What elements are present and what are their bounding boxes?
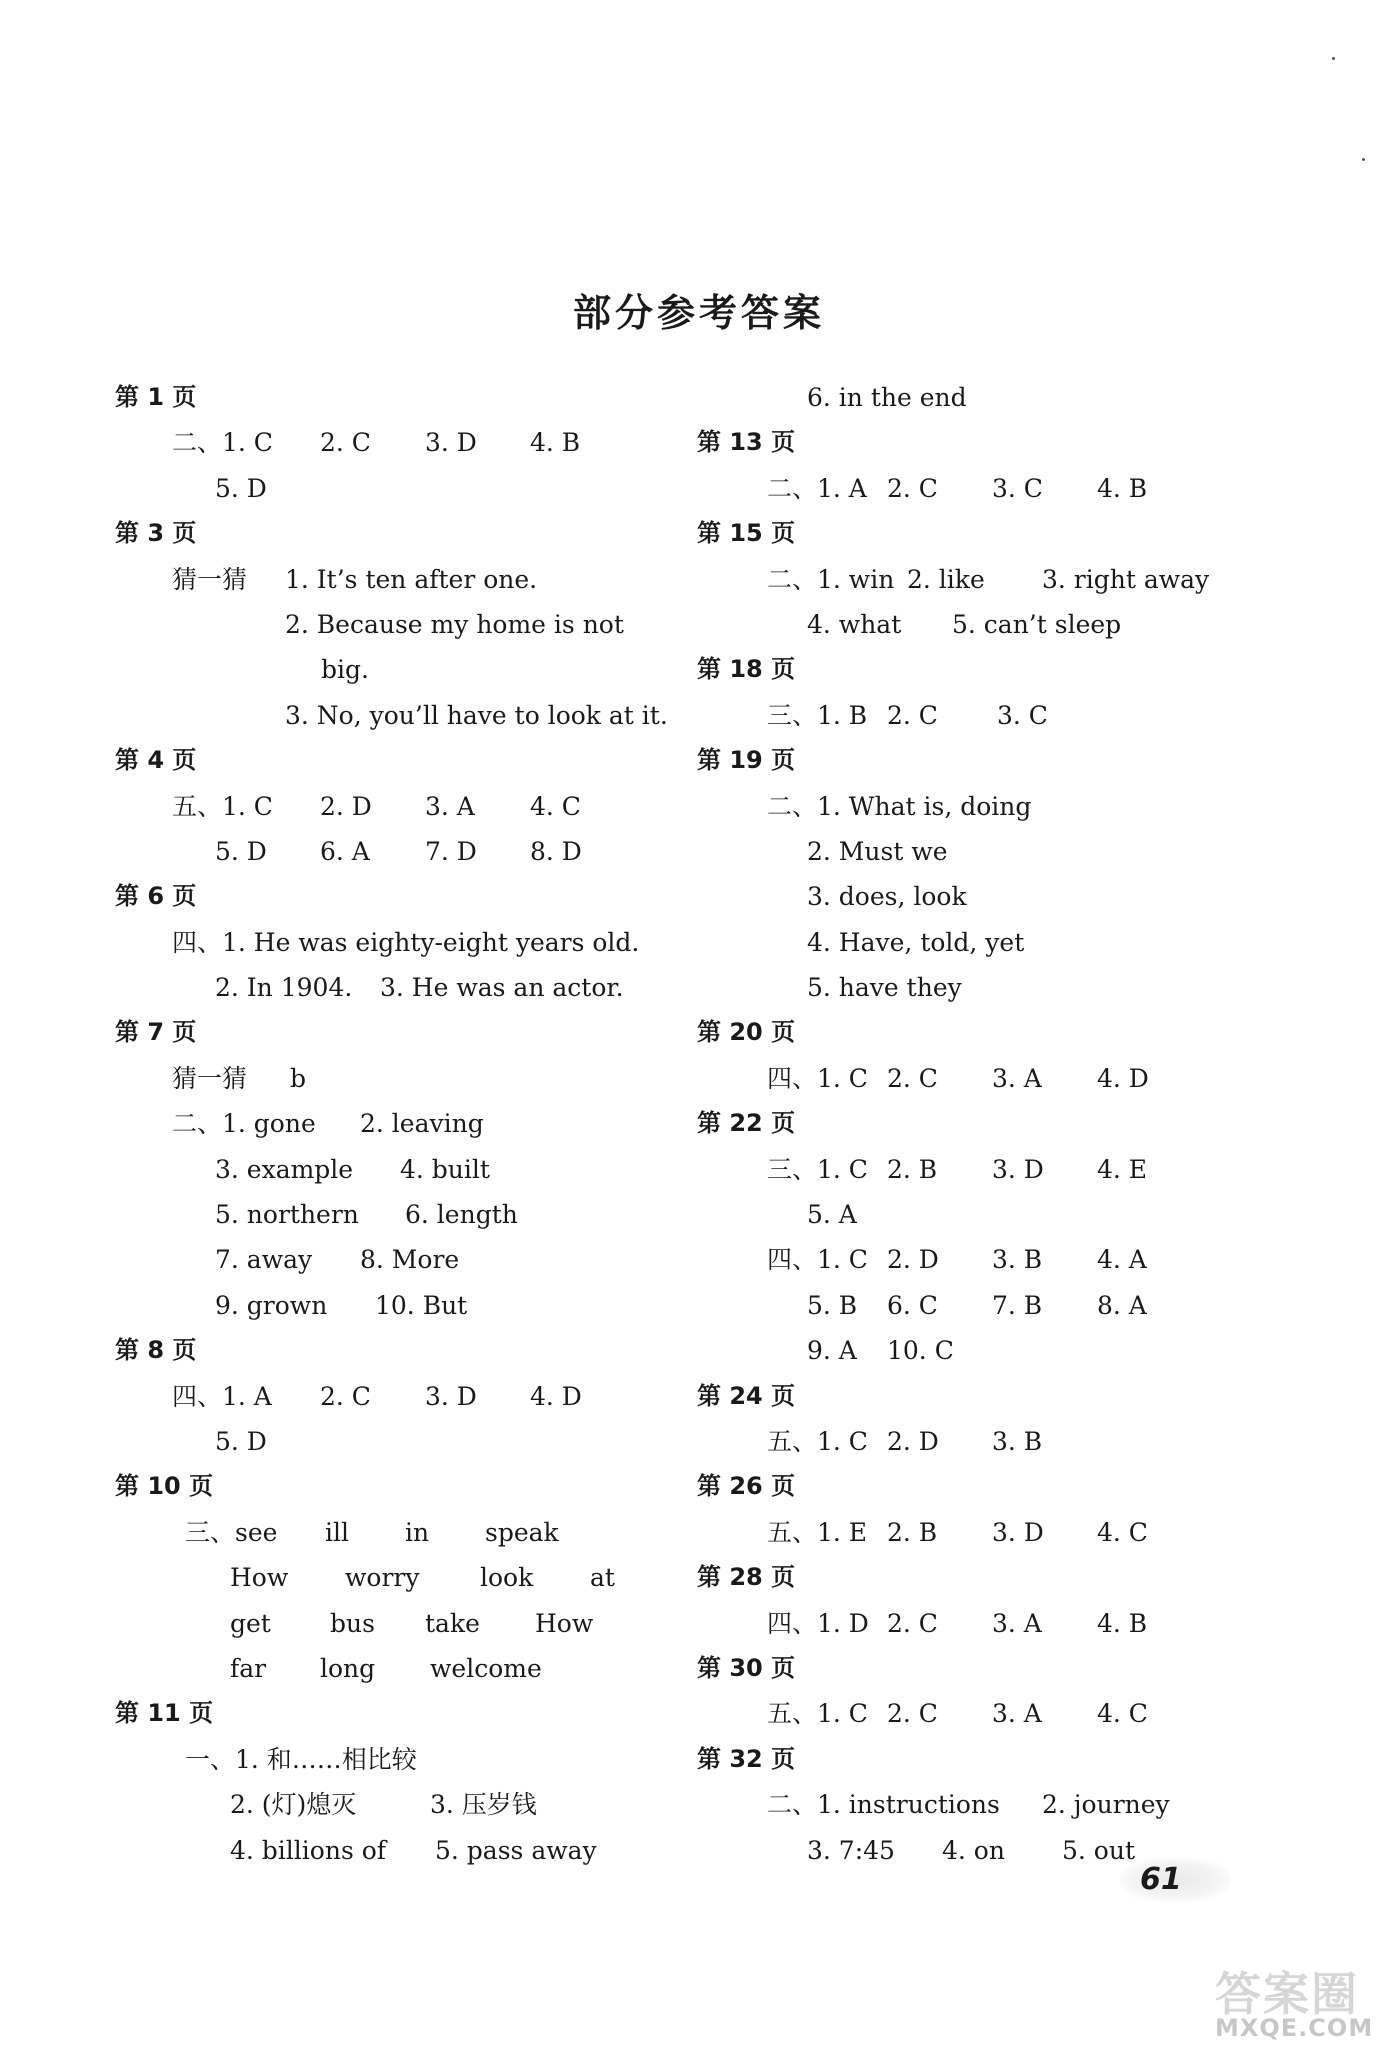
answer-row — [115, 420, 675, 465]
answer-row — [115, 1101, 675, 1146]
answer-item: 5. D — [215, 836, 267, 866]
answer-item: 2. (灯)熄灭 — [230, 1790, 357, 1820]
answer-column-right — [697, 375, 1257, 1873]
answer-row — [115, 1147, 675, 1192]
answer-row — [115, 1737, 675, 1782]
answer-row — [115, 1646, 675, 1691]
answer-row — [697, 1056, 1257, 1101]
answer-item: 二、1. gone — [172, 1109, 316, 1139]
answer-row — [697, 829, 1257, 874]
page-heading: 第 10 页 — [115, 1472, 214, 1501]
answer-item: 4. billions of — [230, 1835, 387, 1865]
answer-item: 6. length — [405, 1200, 518, 1230]
answer-item: 3. He was an actor. — [380, 973, 624, 1003]
answer-row — [697, 1328, 1257, 1373]
answer-item: 4. on — [942, 1835, 1005, 1865]
answer-row — [115, 647, 675, 692]
answer-row — [697, 375, 1257, 420]
answer-item: get — [230, 1608, 271, 1638]
answer-item: far — [230, 1653, 267, 1683]
answer-item: 3. A — [992, 1699, 1042, 1729]
answer-row — [697, 1510, 1257, 1555]
answer-item: 四、1. A — [172, 1381, 272, 1411]
answer-item: 3. right away — [1042, 564, 1210, 594]
page-heading-row — [697, 1737, 1257, 1782]
answer-item: 4. D — [530, 1381, 582, 1411]
page-heading: 第 28 页 — [697, 1563, 796, 1592]
answer-item: 3. C — [997, 700, 1048, 730]
page-heading: 第 8 页 — [115, 1336, 197, 1365]
page-heading: 第 22 页 — [697, 1109, 796, 1138]
answer-row — [697, 874, 1257, 919]
answer-item: 三、see — [185, 1517, 278, 1547]
answer-item: 5. A — [807, 1200, 857, 1230]
page-heading-row — [115, 1328, 675, 1373]
answer-item: 8. More — [360, 1245, 460, 1275]
page-heading-row — [697, 420, 1257, 465]
answer-item: How — [230, 1563, 289, 1593]
answer-item: welcome — [430, 1653, 542, 1683]
answer-row — [697, 1237, 1257, 1282]
answer-item: 4. B — [1097, 1608, 1148, 1638]
answer-row — [115, 965, 675, 1010]
answer-item: 3. A — [992, 1063, 1042, 1093]
answer-item: 3. D — [425, 1381, 477, 1411]
answer-row — [115, 693, 675, 738]
answer-row — [697, 1147, 1257, 1192]
answer-row — [115, 1782, 675, 1827]
answer-item: 4. B — [530, 428, 581, 458]
watermark-chars: 答案圈 — [1215, 1967, 1359, 2021]
answer-item: look — [480, 1563, 534, 1593]
answer-item: 2. B — [887, 1517, 938, 1547]
answer-item: 五、1. C — [172, 791, 273, 821]
scan-speck — [1332, 57, 1335, 60]
page-heading: 第 13 页 — [697, 428, 796, 457]
answer-item: 4. B — [1097, 473, 1148, 503]
answer-item: 5. northern — [215, 1200, 359, 1230]
answer-row — [697, 557, 1257, 602]
answer-item: 3. example — [215, 1154, 354, 1184]
answer-item: 三、1. C — [767, 1154, 868, 1184]
answer-item: 6. in the end — [807, 383, 967, 412]
answer-row — [697, 1782, 1257, 1827]
answer-item: 3. does, look — [807, 882, 967, 912]
page-title: 部分参考答案 — [572, 291, 825, 335]
answer-item: 6. A — [320, 836, 370, 866]
page-number: 61 — [1140, 1862, 1182, 1897]
answer-row — [697, 466, 1257, 511]
answer-item: 3. B — [992, 1245, 1043, 1275]
answer-item: 2. C — [887, 1608, 938, 1638]
answer-item: 2. Must we — [807, 836, 948, 866]
answer-item: long — [320, 1653, 376, 1683]
answer-item: 2. C — [887, 473, 938, 503]
answer-item: 五、1. C — [767, 1699, 868, 1729]
answer-item: 3. A — [992, 1608, 1042, 1638]
page-heading: 第 32 页 — [697, 1744, 796, 1773]
answer-item: bus — [330, 1608, 375, 1638]
answer-item: 3. D — [992, 1517, 1044, 1547]
answer-row — [115, 784, 675, 829]
answer-item: ill — [325, 1517, 349, 1547]
answer-item: 5. have they — [807, 973, 962, 1003]
page-heading-row — [115, 1691, 675, 1736]
page-heading-row — [697, 1464, 1257, 1509]
answer-item: 四、1. C — [767, 1063, 868, 1093]
answer-item: 9. A — [807, 1336, 857, 1366]
answer-item: 3. 7:45 — [807, 1835, 895, 1865]
page-heading: 第 24 页 — [697, 1381, 796, 1410]
answer-item: 4. E — [1097, 1154, 1148, 1184]
answer-row — [697, 1601, 1257, 1646]
page-heading-row — [697, 1010, 1257, 1055]
answer-row — [115, 1555, 675, 1600]
page-heading: 第 30 页 — [697, 1653, 796, 1682]
answer-item: 8. D — [530, 836, 582, 866]
page-heading: 第 4 页 — [115, 746, 197, 775]
answer-item: 3. B — [992, 1426, 1043, 1456]
answer-item: 4. what — [807, 609, 902, 639]
page-heading-row — [115, 375, 675, 420]
page-heading: 第 26 页 — [697, 1472, 796, 1501]
answer-item: 2. journey — [1042, 1790, 1170, 1820]
answer-item: 4. D — [1097, 1063, 1149, 1093]
answer-item: 3. A — [425, 791, 475, 821]
page-heading: 第 3 页 — [115, 519, 197, 548]
answer-item: 猜一猜 — [172, 564, 248, 594]
answer-item: 二、1. instructions — [767, 1790, 1000, 1820]
answer-row — [115, 1056, 675, 1101]
answer-item: 4. Have, told, yet — [807, 927, 1025, 957]
page-heading: 第 7 页 — [115, 1018, 197, 1047]
answer-item: 4. C — [1097, 1699, 1148, 1729]
page-heading: 第 11 页 — [115, 1699, 214, 1728]
answer-item: 4. C — [530, 791, 581, 821]
page-heading: 第 1 页 — [115, 383, 197, 411]
answer-item: 7. D — [425, 836, 477, 866]
answer-item: 五、1. E — [767, 1517, 868, 1547]
page-heading-row — [697, 1555, 1257, 1600]
answer-item: take — [425, 1608, 480, 1638]
page-heading-row — [697, 647, 1257, 692]
answer-item: 8. A — [1097, 1290, 1147, 1320]
answer-row — [115, 557, 675, 602]
answer-item: 9. grown — [215, 1290, 328, 1320]
answer-row — [697, 1192, 1257, 1237]
answer-item: 2. Because my home is not — [285, 609, 624, 639]
answer-item: in — [405, 1517, 430, 1547]
answer-row — [115, 466, 675, 511]
answer-item: 4. built — [400, 1154, 490, 1184]
answer-item: 3. No, you’ll have to look at it. — [285, 700, 668, 730]
answer-item: 4. A — [1097, 1245, 1147, 1275]
answer-item: 7. away — [215, 1245, 313, 1275]
answer-item: 2. like — [907, 564, 985, 594]
answer-item: worry — [345, 1563, 420, 1593]
answer-item: 3. C — [992, 473, 1043, 503]
page-heading-row — [115, 738, 675, 783]
answer-item: 2. C — [320, 428, 371, 458]
answer-row — [697, 602, 1257, 647]
page-heading-row — [697, 1646, 1257, 1691]
answer-item: 二、1. What is, doing — [767, 791, 1032, 821]
answer-row — [697, 1691, 1257, 1736]
answer-item: 2. D — [887, 1245, 939, 1275]
answer-item: 5. pass away — [435, 1835, 597, 1865]
answer-item: speak — [485, 1517, 559, 1547]
answer-item: 2. C — [320, 1381, 371, 1411]
answer-row — [115, 1237, 675, 1282]
answer-item: at — [590, 1563, 615, 1593]
answer-row — [115, 1374, 675, 1419]
answer-item: 四、1. D — [767, 1608, 869, 1638]
answer-row — [115, 602, 675, 647]
answer-item: 5. out — [1062, 1835, 1135, 1865]
answer-item: 2. C — [887, 1063, 938, 1093]
page-heading-row — [697, 738, 1257, 783]
answer-item: 5. can’t sleep — [952, 609, 1122, 639]
answer-item: 一、1. 和……相比较 — [185, 1744, 417, 1774]
answer-item: 5. D — [215, 1426, 267, 1456]
page-heading-row — [115, 511, 675, 556]
answer-item: 二、1. A — [767, 473, 867, 503]
answer-item: 五、1. C — [767, 1426, 868, 1456]
answer-row — [115, 1192, 675, 1237]
answer-item: 2. leaving — [360, 1109, 484, 1139]
watermark-logo — [1215, 1958, 1385, 2048]
answer-row — [697, 1283, 1257, 1328]
page-heading: 第 15 页 — [697, 519, 796, 548]
answer-item: 5. D — [215, 473, 267, 503]
answer-row — [697, 693, 1257, 738]
answer-item: 2. D — [887, 1426, 939, 1456]
answer-item: 10. But — [375, 1290, 468, 1320]
answer-item: 四、1. C — [767, 1245, 868, 1275]
watermark-url: MXQE.COM — [1215, 2014, 1374, 2042]
answer-row — [115, 1510, 675, 1555]
answer-item: How — [535, 1608, 594, 1638]
answer-item: 四、1. He was eighty-eight years old. — [172, 927, 640, 957]
page-heading-row — [115, 874, 675, 919]
answer-row — [115, 1283, 675, 1328]
scan-speck — [1362, 158, 1365, 161]
answer-item: 二、1. win — [767, 564, 895, 594]
page-heading: 第 18 页 — [697, 655, 796, 684]
answer-item: 10. C — [887, 1336, 954, 1366]
page-heading-row — [697, 511, 1257, 556]
answer-item: 二、1. C — [172, 428, 273, 458]
answer-item: 5. B — [807, 1290, 858, 1320]
answer-item: 3. D — [425, 428, 477, 458]
answer-row — [115, 829, 675, 874]
answer-item: 6. C — [887, 1290, 938, 1320]
answer-item: 2. C — [887, 1699, 938, 1729]
page-heading: 第 6 页 — [115, 882, 197, 911]
page-heading-row — [697, 1374, 1257, 1419]
answer-column-left — [115, 375, 675, 1873]
answer-item: 4. C — [1097, 1517, 1148, 1547]
answer-row — [697, 965, 1257, 1010]
answer-item: 2. D — [320, 791, 372, 821]
page-heading-row — [115, 1010, 675, 1055]
answer-row — [115, 920, 675, 965]
answer-row — [115, 1601, 675, 1646]
answer-item: 三、1. B — [767, 700, 868, 730]
answer-row — [697, 784, 1257, 829]
answer-item: 2. In 1904. — [215, 973, 353, 1003]
answer-item: 猜一猜 — [172, 1063, 248, 1093]
answer-item: 3. 压岁钱 — [430, 1790, 537, 1820]
answer-row — [115, 1828, 675, 1873]
answer-item: 2. B — [887, 1154, 938, 1184]
page-heading-row — [115, 1464, 675, 1509]
answer-row — [115, 1419, 675, 1464]
answer-item: big. — [321, 655, 369, 685]
answer-item: 2. C — [887, 700, 938, 730]
answer-item: 7. B — [992, 1290, 1043, 1320]
answer-item: 1. It’s ten after one. — [285, 564, 538, 594]
answer-item: b — [290, 1063, 307, 1093]
answer-row — [697, 920, 1257, 965]
answer-row — [697, 1419, 1257, 1464]
answer-item: 3. D — [992, 1154, 1044, 1184]
page-heading: 第 20 页 — [697, 1018, 796, 1047]
page-heading: 第 19 页 — [697, 746, 796, 775]
page-heading-row — [697, 1101, 1257, 1146]
